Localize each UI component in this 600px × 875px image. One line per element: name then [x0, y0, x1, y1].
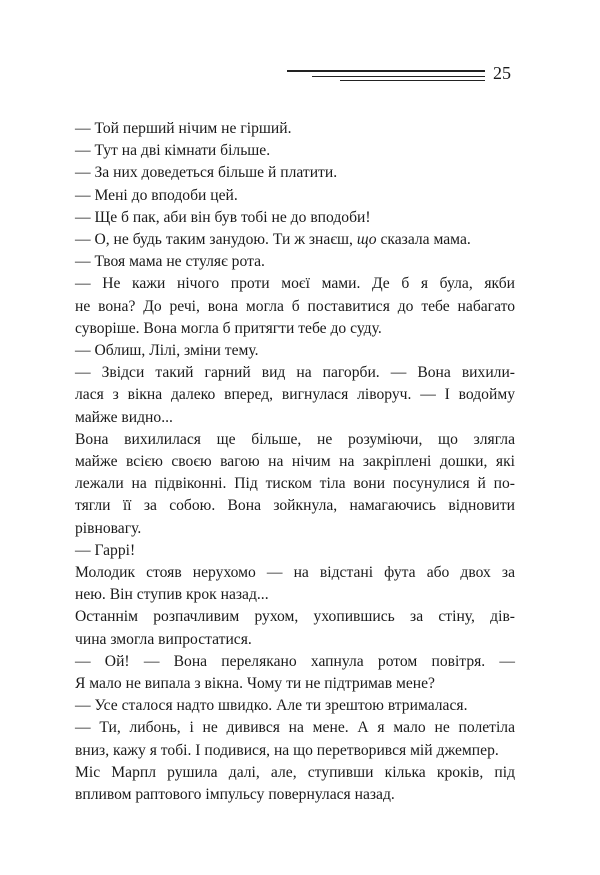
paragraph	[75, 606, 515, 650]
paragraph	[75, 118, 515, 140]
paragraph	[75, 273, 515, 340]
text-line: лежали на підвіконні. Під тиском тіла вони посунулися й по-	[75, 475, 515, 493]
text-line: — За них доведеться більше й платити.	[75, 164, 338, 182]
text-line: нею. Він ступив крок назад...	[75, 586, 269, 604]
text-line: вниз, кажу я тобі. І подивися, на що перетворився мій джемпер.	[75, 741, 499, 759]
text-line: Я мало не випала з вікна. Чому ти не підтримав мене?	[75, 675, 435, 693]
paragraph	[75, 429, 515, 540]
paragraph	[75, 362, 515, 429]
text-line: Міс Марпл рушила далі, але, ступивши кілька кроків, під	[75, 763, 515, 781]
text-line: Останнім розпачливим рухом, ухопившись за стіну, дів-	[75, 608, 515, 626]
paragraph	[75, 207, 515, 229]
paragraph	[75, 651, 515, 695]
text-line: лася з вікна далеко вперед, вигнулася ліворуч. — І водойму	[75, 386, 515, 404]
text-line: — Облиш, Лілі, зміни тему.	[75, 342, 259, 360]
paragraph	[75, 185, 515, 207]
text-line: чина змогла випростатися.	[75, 630, 252, 648]
text-line: впливом раптового імпульсу повернулася назад.	[75, 786, 395, 804]
text-line: майже всією своєю вагою на нічим на закріплені дошки, які	[75, 453, 515, 471]
header-rule-thick	[287, 70, 485, 72]
text-line: Молодик стояв нерухомо — на відстані фута або двох за	[75, 564, 515, 582]
text-line: — Ой! — Вона перелякано хапнула ротом повітря. —	[75, 652, 515, 670]
text-line: — Мені до вподоби цей.	[75, 186, 238, 204]
text-line: — Твоя мама не стуляє рота.	[75, 253, 265, 271]
text-line: — Той перший нічим не гірший.	[75, 120, 292, 137]
text-line: рівновагу.	[75, 519, 142, 537]
paragraph	[75, 140, 515, 162]
paragraph	[75, 762, 515, 806]
paragraph	[75, 229, 515, 251]
text-line: — Гаррі!	[75, 541, 136, 559]
text-line: суворіше. Вона могла б притягти тебе до суду.	[75, 319, 382, 337]
paragraph	[75, 162, 515, 184]
text-line: — Тут на дві кімнати більше.	[75, 142, 271, 160]
header-rule-thin-1	[312, 76, 485, 77]
paragraph	[75, 717, 515, 761]
paragraph	[75, 540, 515, 562]
text-line: — Ти, либонь, і не дивився на мене. А я мало не полетіла	[75, 719, 515, 737]
paragraph	[75, 340, 515, 362]
text-line: Вона вихилилася ще більше, не розуміючи, що злягла	[75, 430, 515, 448]
paragraph	[75, 562, 515, 606]
paragraph	[75, 251, 515, 273]
text-line: майже видно...	[75, 408, 173, 426]
paragraph	[75, 695, 515, 717]
header-rule-thin-2	[340, 80, 485, 81]
text-line: тягли її за собою. Вона зойкнула, намагаючись відновити	[75, 497, 515, 515]
text-line: не вона? До речі, вона могла б поставитися до тебе набагато	[75, 297, 515, 315]
page-number: 25	[493, 63, 511, 83]
body-text	[75, 118, 515, 806]
text-line: — Ще б пак, аби він був тобі не до вподоби!	[75, 208, 371, 226]
text-line: — Усе сталося надто швидко. Але ти зрештою втрималася.	[75, 697, 468, 715]
text-line: — Не кажи нічого проти моєї мами. Де б я була, якби	[75, 275, 515, 293]
text-line: — О, не будь таким занудою. Ти ж знаєш, що сказала мама.	[75, 231, 471, 249]
text-line: — Звідси такий гарний вид на пагорби. — Вона вихили-	[75, 364, 515, 382]
